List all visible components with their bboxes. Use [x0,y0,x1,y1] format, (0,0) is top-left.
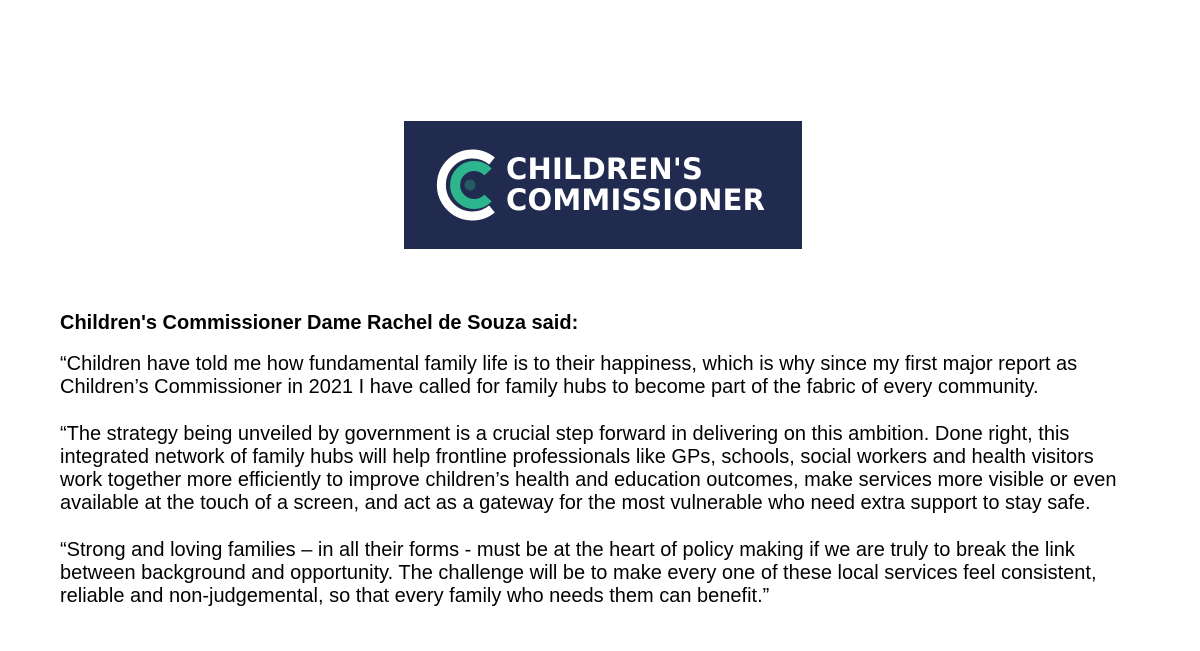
logo-line-2: COMMISSIONER [506,183,766,217]
statement-heading: Children's Commissioner Dame Rachel de Souza said: [60,312,579,334]
statement-body [60,310,1140,632]
childrens-commissioner-logo [404,121,802,249]
logo-line-1: CHILDREN'S [506,152,704,186]
statement-paragraph-2: “The strategy being unveiled by government is a crucial step forward in delivering on this ambition. Done right, this integrated network of family hubs will help frontline professionals like GPs, schools, social workers and health visitors work together more efficiently to improve children’s health and education outcomes, make services more visible or even available at the touch of a screen, and act as a gateway for the most vulnerable who need extra support to stay safe. [60,422,1117,515]
cc-monogram-icon [404,121,504,249]
logo-wordmark [506,154,765,216]
statement-paragraph-1: “Children have told me how fundamental family life is to their happiness, which is why since my first major report as Children’s Commissioner in 2021 I have called for family hubs to become part of the fabric of every community. [60,353,1078,399]
statement-paragraph-3: “Strong and loving families – in all their forms - must be at the heart of policy making if we are truly to break the link between background and opportunity. The challenge will be to make every one of these local services feel consistent, reliable and non-judgemental, so that every family who needs them can benefit.” [60,538,1097,608]
